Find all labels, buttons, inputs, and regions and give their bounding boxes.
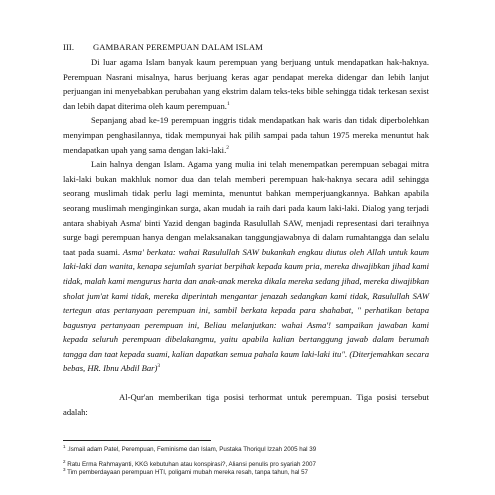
footnote-1 (63, 443, 317, 453)
section-number: III. (63, 42, 75, 52)
paragraph-3-text: Lain halnya dengan Islam. Agama yang mulia ini telah menempatkan perempuan sebagai mitra laki-laki bukan makhluk nomor dua dan telah memberi perempuan hak-haknya secara adil sehingga seorang muslimah tidak perlu lagi meminta, menuntut bahkan memperjuangkannya. Bahkan apabila seorang muslimah menginginkan surga, akan mudah ia raih dari pada kaum laki-laki. Dialog yang terjadi antara shabiyah Asma' binti Yazid dengan baginda Rasulullah SAW, menjadi representasi dari teraihnya surge bagi perempuan hanya dengan melaksanakan tanggungjawabnya di dalam rumahtangga dan selalu taat pada suami. (63, 159, 429, 257)
footnote-ref-2: 2 (226, 144, 229, 151)
body-text (63, 55, 429, 419)
paragraph-2-text: Sepanjang abad ke-19 perempuan inggris tidak mendapatkan hak waris dan tidak diperbolehkan menyimpan penghasilannya, tidak mempunyai hak pilih sampai pada tahun 1975 mereka menuntut hak mendapatkan upah yang sama dengan laki-laki. (63, 115, 429, 155)
paragraph-3 (63, 157, 429, 376)
footnote-separator (63, 440, 211, 441)
footnote-2-text: Ratu Erma Rahmayanti, KKG kebutuhan atau konspirasi?, Aliansi penulis pro syariah 2007 (67, 461, 316, 468)
paragraph-gap (63, 376, 429, 390)
footnote-ref-3: 3 (157, 363, 161, 370)
footnote-3-text: Tim pemberdayaan perempuan HTI, poligami mubah mereka resah, tanpa tahun, hal 57 (67, 469, 308, 476)
footnote-3-number: 3 (63, 466, 66, 472)
section-title: GAMBARAN PEREMPUAN DALAM ISLAM (93, 42, 263, 52)
hadith-quote: Asma' berkata: wahai Rasulullah SAW bukankah engkau diutus oleh Allah untuk kaum laki-laki dan wanita, kenapa sejumlah syariat berpihak kepada kaum pria, mereka diwajibkan jihad kami tidak, malah kami mengurus harta dan anak-anak mereka dikala mereka sedang jihad, mereka diwajibkan sholat jum'at kami tidak, mereka diperintah mengantar jenazah sedangkan kami tidak, Rasulullah SAW tertegun atas pertanyaan perempuan ini, sambil berkata kepada para shahabat, " perhatikan betapa bagusnya pertanyaan perempuan ini, Beliau melanjutkan: wahai Asma'! sampaikan jawaban kami kepada seluruh perempuan dibelakangmu, yaitu apabila kalian bertanggung jawab dalam berumah tangga dan taat kepada suami, kalian dapatkan semua pahala kaum laki-laki itu". (Diterjemahkan secara bebas, HR. Ibnu Abdil Bar) (63, 246, 429, 374)
footnote-1-number: 1 (63, 443, 66, 449)
paragraph-4 (63, 390, 429, 419)
footnote-1-text: .Ismail adam Patel, Perempuan, Feminisme dan Islam, Pustaka Thoriqul Izzah 2005 hal 39 (67, 446, 317, 453)
section-heading (63, 42, 263, 52)
paragraph-2 (63, 113, 429, 157)
footnote-3 (63, 466, 308, 476)
paragraph-1 (63, 55, 429, 113)
paragraph-1-text: Di luar agama Islam banyak kaum perempuan yang berjuang untuk mendapatkan hak-haknya. Perempuan Nasrani misalnya, harus berjuang keras agar pendapat mereka didengar dan lebih lanjut perjuangan ini menyebabkan perubahan yang ekstrim dalam teks-teks bible sehingga tidak terkesan sexist dan lebih dapat diterima oleh kaum perempuan. (63, 57, 429, 111)
paragraph-4-text: Al-Qur'an memberikan tiga posisi terhormat untuk perempuan. Tiga posisi tersebut adalah: (63, 392, 429, 417)
footnote-2-number: 2 (63, 458, 66, 464)
footnote-2 (63, 458, 316, 468)
footnote-ref-1: 1 (226, 100, 230, 107)
